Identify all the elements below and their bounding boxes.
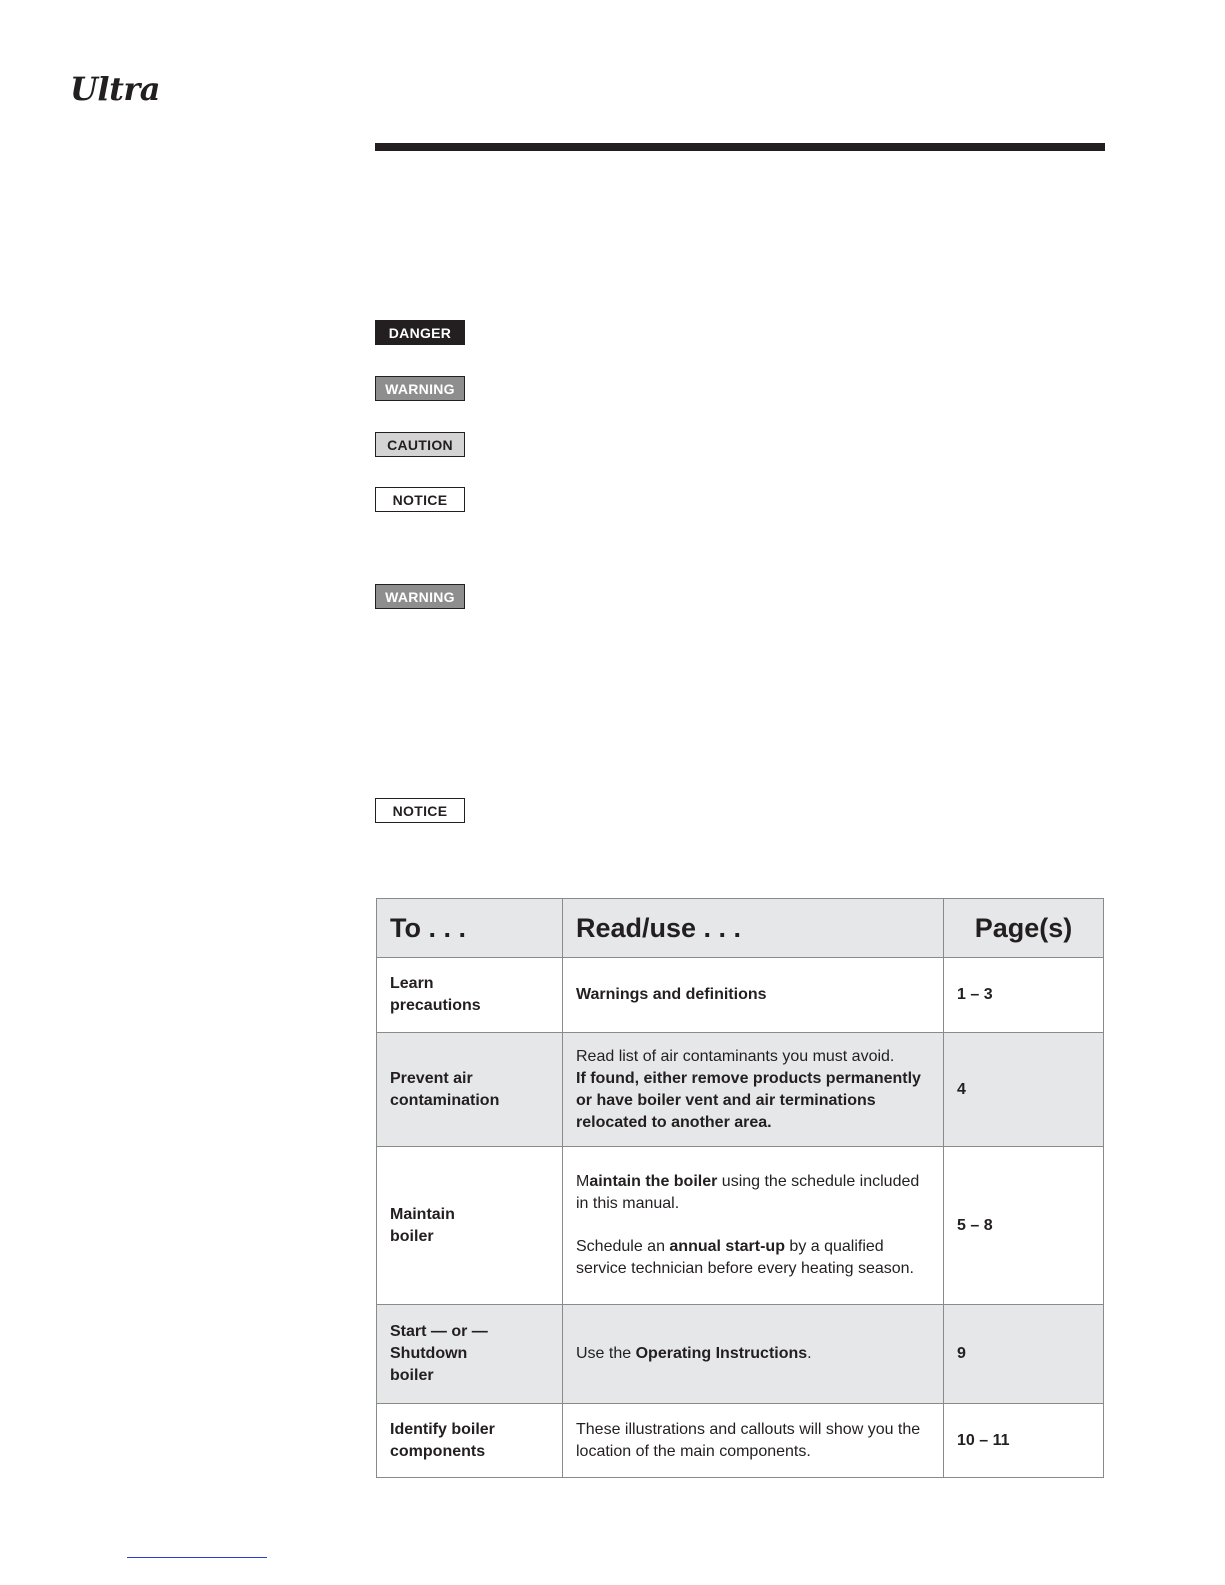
row-task-line: boiler	[390, 1367, 434, 1384]
table-header-row	[377, 899, 1104, 958]
warning-badge: WARNING	[375, 376, 465, 401]
table-row	[377, 1305, 1104, 1404]
row-pages: 9	[944, 1305, 1104, 1404]
table-row	[377, 1033, 1104, 1147]
row-reference-text: using the schedule included in this manual.	[576, 1173, 920, 1212]
row-task	[377, 958, 563, 1033]
row-pages: 1 – 3	[944, 958, 1104, 1033]
row-task	[377, 1404, 563, 1478]
row-reference-text: .	[807, 1345, 812, 1362]
row-reference	[563, 1147, 944, 1305]
notice-badge: NOTICE	[375, 487, 465, 512]
row-reference: These illustrations and callouts will show you the location of the main components.	[563, 1404, 944, 1478]
notice-badge-2: NOTICE	[375, 798, 465, 823]
quick-reference-table	[376, 898, 1104, 1478]
table-row	[377, 1147, 1104, 1305]
header-to: To . . .	[377, 899, 563, 958]
row-reference	[563, 1305, 944, 1404]
row-reference-text: M	[576, 1173, 590, 1190]
row-task	[377, 1305, 563, 1404]
table-row	[377, 1404, 1104, 1478]
row-reference-text: annual start-up	[669, 1238, 785, 1255]
row-reference-text: Schedule an	[576, 1238, 670, 1255]
row-task-line: Learn	[390, 975, 434, 992]
row-task-line: Start — or —	[390, 1323, 488, 1340]
row-reference-text: If found, either remove products permanently or have boiler vent and air terminations relocated to another area.	[576, 1069, 921, 1131]
row-reference-text: by a qualified service technician before every heating season.	[576, 1238, 914, 1277]
header-pages: Page(s)	[944, 899, 1104, 958]
row-task-line: contamination	[390, 1091, 500, 1109]
row-task-line: Shutdown	[390, 1345, 468, 1362]
danger-badge: DANGER	[375, 320, 465, 345]
row-task	[377, 1033, 563, 1147]
title-rule	[375, 143, 1105, 151]
warning-badge-2: WARNING	[375, 584, 465, 609]
row-task	[377, 1147, 563, 1305]
row-task-line: boiler	[390, 1227, 434, 1245]
row-reference	[563, 1033, 944, 1147]
row-reference-text: Use the	[576, 1345, 636, 1362]
table-row	[377, 958, 1104, 1033]
row-reference-text: Read list of air contaminants you must avoid.	[576, 1047, 895, 1065]
row-task-line: Identify boiler	[390, 1420, 495, 1438]
caution-badge: CAUTION	[375, 432, 465, 457]
header-read: Read/use . . .	[563, 899, 944, 958]
row-task-line: precautions	[390, 997, 481, 1014]
row-reference-text: Operating Instructions	[635, 1345, 808, 1362]
row-reference-paragraph	[576, 1236, 930, 1280]
brand-logo: Ultra	[70, 70, 160, 108]
row-pages: 4	[944, 1033, 1104, 1147]
row-pages: 5 – 8	[944, 1147, 1104, 1305]
row-reference: Warnings and definitions	[563, 958, 944, 1033]
row-pages: 10 – 11	[944, 1404, 1104, 1478]
row-task-line: Maintain	[390, 1205, 455, 1223]
row-reference-text: aintain the boiler	[589, 1173, 718, 1190]
footer-link-underline[interactable]	[127, 1557, 267, 1558]
row-task-line: components	[390, 1442, 486, 1460]
row-reference-paragraph	[576, 1171, 930, 1215]
row-task-line: Prevent air	[390, 1069, 473, 1087]
